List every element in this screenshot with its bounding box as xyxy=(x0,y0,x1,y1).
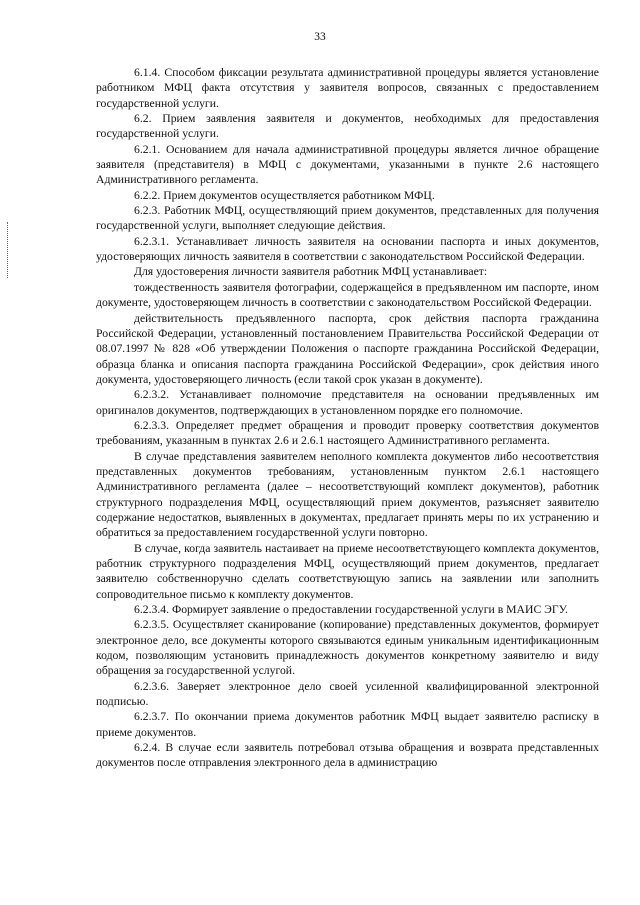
paragraph-6-2-3-4: 6.2.3.4. Формирует заявление о предоставлении государственной услуги в МАИС ЭГУ. xyxy=(134,603,568,617)
paragraph-6-2-4: 6.2.4. В случае если заявитель потребовал отзыва обращения и возврата представленных документов после отправления электронного дела в администрацию xyxy=(96,741,599,770)
paragraph-passport-validity: действительность предъявленного паспорта, срок действия паспорта гражданина Российской Федерации, установленный постановлением Правительства Российской Федерации от 08.07.1997 № 828 «Об утверждении Положения о паспорте гражданина Российской Федерации, образца бланка и описания паспорта гражданина Российской Федерации», срок действия иного документа, удостоверяющего личность (если такой срок указан в документе). xyxy=(96,311,599,386)
paragraph-6-2-3-3: 6.2.3.3. Определяет предмет обращения и проводит проверку соответствия документов требованиям, указанным в пунктах 2.6 и 2.6.1 настоящего Административного регламента. xyxy=(96,418,599,448)
paragraph-6-2-3-2: 6.2.3.2. Устанавливает полномочие представителя на основании предъявленных им оригиналов документов, подтверждающих в установленном порядке его полномочие. xyxy=(96,388,599,417)
paragraph-6-2: 6.2. Прием заявления заявителя и документов, необходимых для предоставления государственной услуги. xyxy=(96,112,599,141)
paragraph-6-2-3: 6.2.3. Работник МФЦ, осуществляющий прием документов, представленных для получения государственной услуги, выполняет следующие действия. xyxy=(96,204,599,233)
paragraph-insists-acceptance: В случае, когда заявитель настаивает на приеме несоответствующего комплекта документов, работник структурного подразделения МФЦ, осуществляющий прием документов, предлагает заявителю собственноручно сделать соответствующую запись на заявлении или заполнить сопроводительное письмо к комплекту документов. xyxy=(96,541,599,601)
paragraph-6-2-3-5: 6.2.3.5. Осуществляет сканирование (копирование) представленных документов, формирует электронное дело, все документы которого связываются единым уникальным идентификационным кодом, позволяющим установить принадлежность документов конкретному заявителю и виду обращения за государственной услугой. xyxy=(96,618,599,678)
page-number: 33 xyxy=(314,31,326,43)
paragraph-6-2-3-6: 6.2.3.6. Заверяет электронное дело своей усиленной квалифицированной электронной подписью. xyxy=(96,679,599,709)
paragraph-6-2-2: 6.2.2. Прием документов осуществляется работником МФЦ. xyxy=(134,188,435,202)
document-body xyxy=(96,65,599,771)
paragraph-6-2-3-1: 6.2.3.1. Устанавливает личность заявителя на основании паспорта и иных документов, удостоверяющих личность заявителя в соответствии с законодательством Российской Федерации. xyxy=(96,234,599,264)
paragraph-identity-intro: Для удостоверения личности заявителя работник МФЦ устанавливает: xyxy=(134,265,488,279)
paragraph-identity-photo: тождественность заявителя фотографии, содержащейся в предъявленном им паспорте, ином документе, удостоверяющем личность в соответствии с законодательством Российской Федерации. xyxy=(96,280,599,310)
paragraph-6-1-4: 6.1.4. Способом фиксации результата административной процедуры является установление работником МФЦ факта отсутствия у заявителя вопросов, связанных с предоставлением государственной услуги. xyxy=(96,66,599,110)
paragraph-6-2-1: 6.2.1. Основанием для начала административной процедуры является личное обращение заявителя (представителя) в МФЦ с документами, указанными в пункте 2.6 настоящего Административного регламента. xyxy=(96,142,599,187)
margin-dotted-mark xyxy=(7,222,9,278)
paragraph-6-2-3-7: 6.2.3.7. По окончании приема документов работник МФЦ выдает заявителю расписку в приеме документов. xyxy=(96,710,599,739)
paragraph-incomplete-set: В случае представления заявителем неполного комплекта документов либо несоответствия представленных документов требованиям, установленным пунктом 2.6.1 настоящего Административного регламента (далее – несоответствующий комплект документов), работник структурного подразделения МФЦ, осуществляющий прием документов, разъясняет заявителю содержание недостатков, выявленных в документах, предлагает принять меры по их устранению и обратиться за предоставлением государственной услуги повторно. xyxy=(96,449,599,540)
